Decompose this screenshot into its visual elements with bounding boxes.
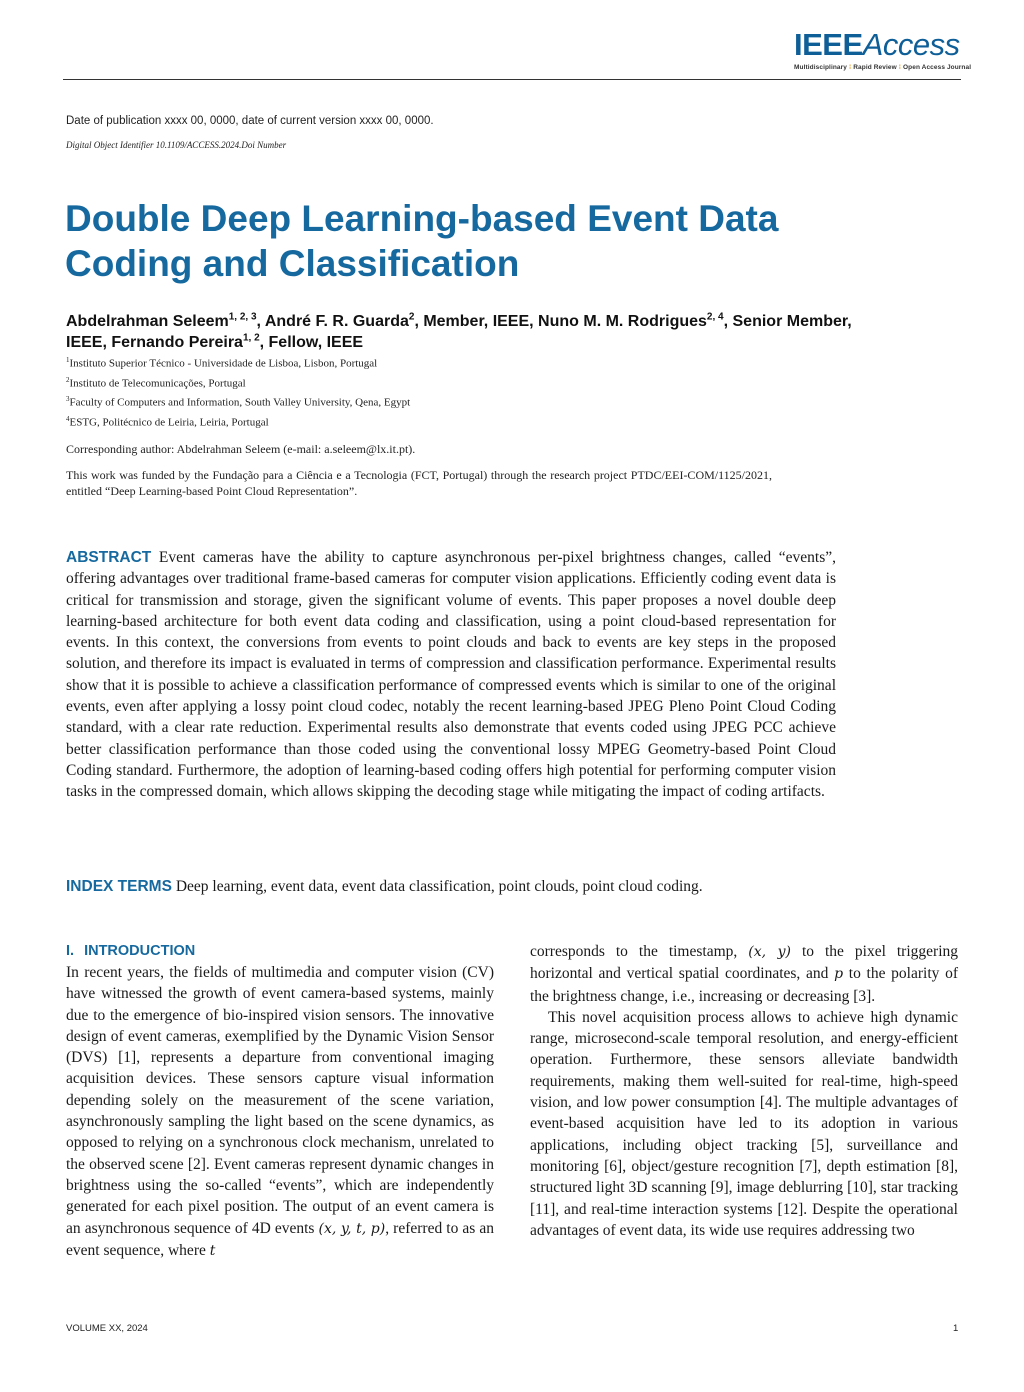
publication-date: Date of publication xxxx 00, 0000, date of current version xxxx 00, 0000. [66, 115, 434, 127]
paragraph-text: In recent years, the fields of multimedia and computer vision (CV) have witnessed the growth of event camera-based systems, mainly due to the emergence of bio-inspired vision sensors. The innovative design of event cameras, exemplified by the Dynamic Vision Sensor (DVS) [1], represents a departure from conventional imaging acquisition devices. These sensors capture visual information depending solely on the measurement of the scene variation, asynchronously sampling the light based on the scene dynamics, as opposed to relying on a synchronous clock mechanism, unrelated to the observed scene [2]. Event cameras represent dynamic changes in brightness using the so-called “events”, which are independently generated for each pixel position. The output of an event camera is an asynchronous sequence of 4D events [66, 964, 494, 1237]
author-name: , Member, IEEE, Nuno M. M. Rodrigues [414, 313, 707, 330]
body-paragraph [530, 941, 958, 1007]
funding-note: This work was funded by the Fundação para a Ciência e a Tecnologia (FCT, Portugal) through the research project PTDC/EEI-COM/1125/2021, entitled “Deep Learning-based Point Cloud Representation”. [66, 468, 772, 498]
math-expression: (x, y) [748, 944, 791, 960]
author-name: , André F. R. Guarda [256, 313, 409, 330]
abstract-label: ABSTRACT [66, 549, 152, 566]
author-role: , Fellow, IEEE [259, 334, 364, 351]
affiliation-number: 1 [66, 356, 70, 364]
affiliation-text: Instituto de Telecomunicações, Portugal [69, 377, 246, 390]
body-column-left [66, 941, 494, 1262]
logo-wordmark [794, 28, 964, 62]
corresponding-author: Corresponding author: Abdelrahman Seleem (e-mail: a.seleem@lx.it.pt). [66, 442, 416, 456]
index-terms [66, 876, 846, 897]
author-name: Abdelrahman Seleem [66, 313, 229, 330]
affiliation-item [66, 372, 666, 392]
author-affiliation-sup: 1, 2, 3 [228, 311, 257, 323]
section-heading [66, 941, 494, 962]
body-paragraph: This novel acquisition process allows to achieve high dynamic range, microsecond-scale temporal resolution, and energy-efficient operation. Furthermore, these sensors alleviate bandwidth requirements, making them well-suited for real-time, high-speed vision, and low power consumption [4]. The multiple advantages of event-based acquisition have led to its adoption in various applications, including object tracking [5], surveillance and monitoring [6], object/gesture recognition [7], depth estimation [8], structured light 3D scanning [9], image deblurring [10], star tracking [11], and real-time interaction systems [12]. Despite the operational advantages of event data, its wide use requires addressing two [530, 1008, 958, 1239]
section-title: INTRODUCTION [84, 943, 196, 959]
author-affiliation-sup: 2, 4 [706, 311, 724, 323]
math-expression: (x, y, t, p) [318, 1220, 386, 1237]
abstract [66, 547, 836, 803]
affiliation-text: Faculty of Computers and Information, South Valley University, Qena, Egypt [69, 396, 411, 409]
logo-tag-rapid-review: Rapid Review [853, 64, 897, 71]
paragraph-text: to the polarity of the brightness change, i.e., increasing or decreasing [3]. [530, 965, 959, 1005]
logo-access-text: Access [862, 27, 960, 62]
author-name: , Senior Member, IEEE, Fernando Pereira [66, 313, 852, 351]
paragraph-text: , referred to as an event sequence, where [66, 1219, 494, 1259]
math-expression: p [834, 966, 844, 983]
header-divider [63, 79, 961, 80]
logo-tag-separator: ⁞ [898, 64, 901, 71]
affiliation-text: Instituto Superior Técnico - Universidade de Lisboa, Lisbon, Portugal [69, 357, 378, 370]
logo-tag-separator: ⁞ [849, 64, 852, 71]
ieee-access-logo [794, 27, 972, 78]
logo-ieee-text: IEEE [794, 27, 863, 62]
body-paragraph [66, 962, 494, 1262]
index-terms-label: INDEX TERMS [66, 878, 172, 895]
paragraph-text: corresponds to the timestamp, [530, 943, 738, 960]
paragraph-text: to the pixel triggering horizontal and vertical spatial coordinates, and [530, 943, 959, 983]
affiliations [66, 352, 666, 431]
logo-tag-open-access: Open Access Journal [903, 64, 972, 71]
author-list [66, 311, 866, 353]
math-expression: t [209, 1242, 216, 1259]
section-number: I. [66, 943, 75, 959]
affiliation-number: 2 [66, 375, 70, 384]
affiliation-item [66, 352, 666, 372]
index-terms-text: Deep learning, event data, event data classification, point clouds, point cloud coding. [175, 878, 703, 895]
logo-tag-multidisciplinary: Multidisciplinary [794, 64, 847, 71]
affiliation-number: 4 [66, 414, 70, 423]
doi-line: Digital Object Identifier 10.1109/ACCESS.2024.Doi Number [66, 140, 287, 150]
footer-volume: VOLUME XX, 2024 [66, 1323, 148, 1334]
author-affiliation-sup: 1, 2 [242, 332, 260, 344]
author-affiliation-sup: 2 [408, 311, 415, 323]
affiliation-item [66, 411, 666, 431]
logo-tagline [794, 64, 972, 71]
page-number: 1 [953, 1323, 959, 1334]
affiliation-number: 3 [66, 395, 70, 404]
affiliation-item [66, 391, 666, 411]
paper-title: Double Deep Learning-based Event Data Coding and Classification [65, 198, 779, 284]
affiliation-text: ESTG, Politécnico de Leiria, Leiria, Portugal [69, 416, 269, 429]
abstract-text: Event cameras have the ability to capture asynchronous per-pixel brightness changes, called “events”, offering advantages over traditional frame-based cameras for computer vision applications. Efficiently coding event data is critical for transmission and storage, given the significant volume of events. This paper proposes a novel double deep learning-based architecture for both event data coding and classification, using a point cloud-based representation for events. In this context, the conversions from events to point clouds and back to events are key steps in the proposed solution, and therefore its impact is evaluated in terms of compression and classification performance. Experimental results show that it is possible to achieve a classification performance of compressed events which is similar to one of the original events, even after applying a lossy point cloud codec, notably the recent learning-based JPEG Pleno Point Cloud Coding standard, with a clear rate reduction. Experimental results also demonstrate that events coded using JPEG PCC achieve better classification performance than those coded using the conventional lossy MPEG Geometry-based Point Cloud Coding standard. Furthermore, the adoption of learning-based coding offers high potential for performing computer vision tasks in the compressed domain, which allows skipping the decoding stage while mitigating the impact of coding artifacts. [66, 549, 836, 801]
body-column-right [530, 941, 958, 1241]
